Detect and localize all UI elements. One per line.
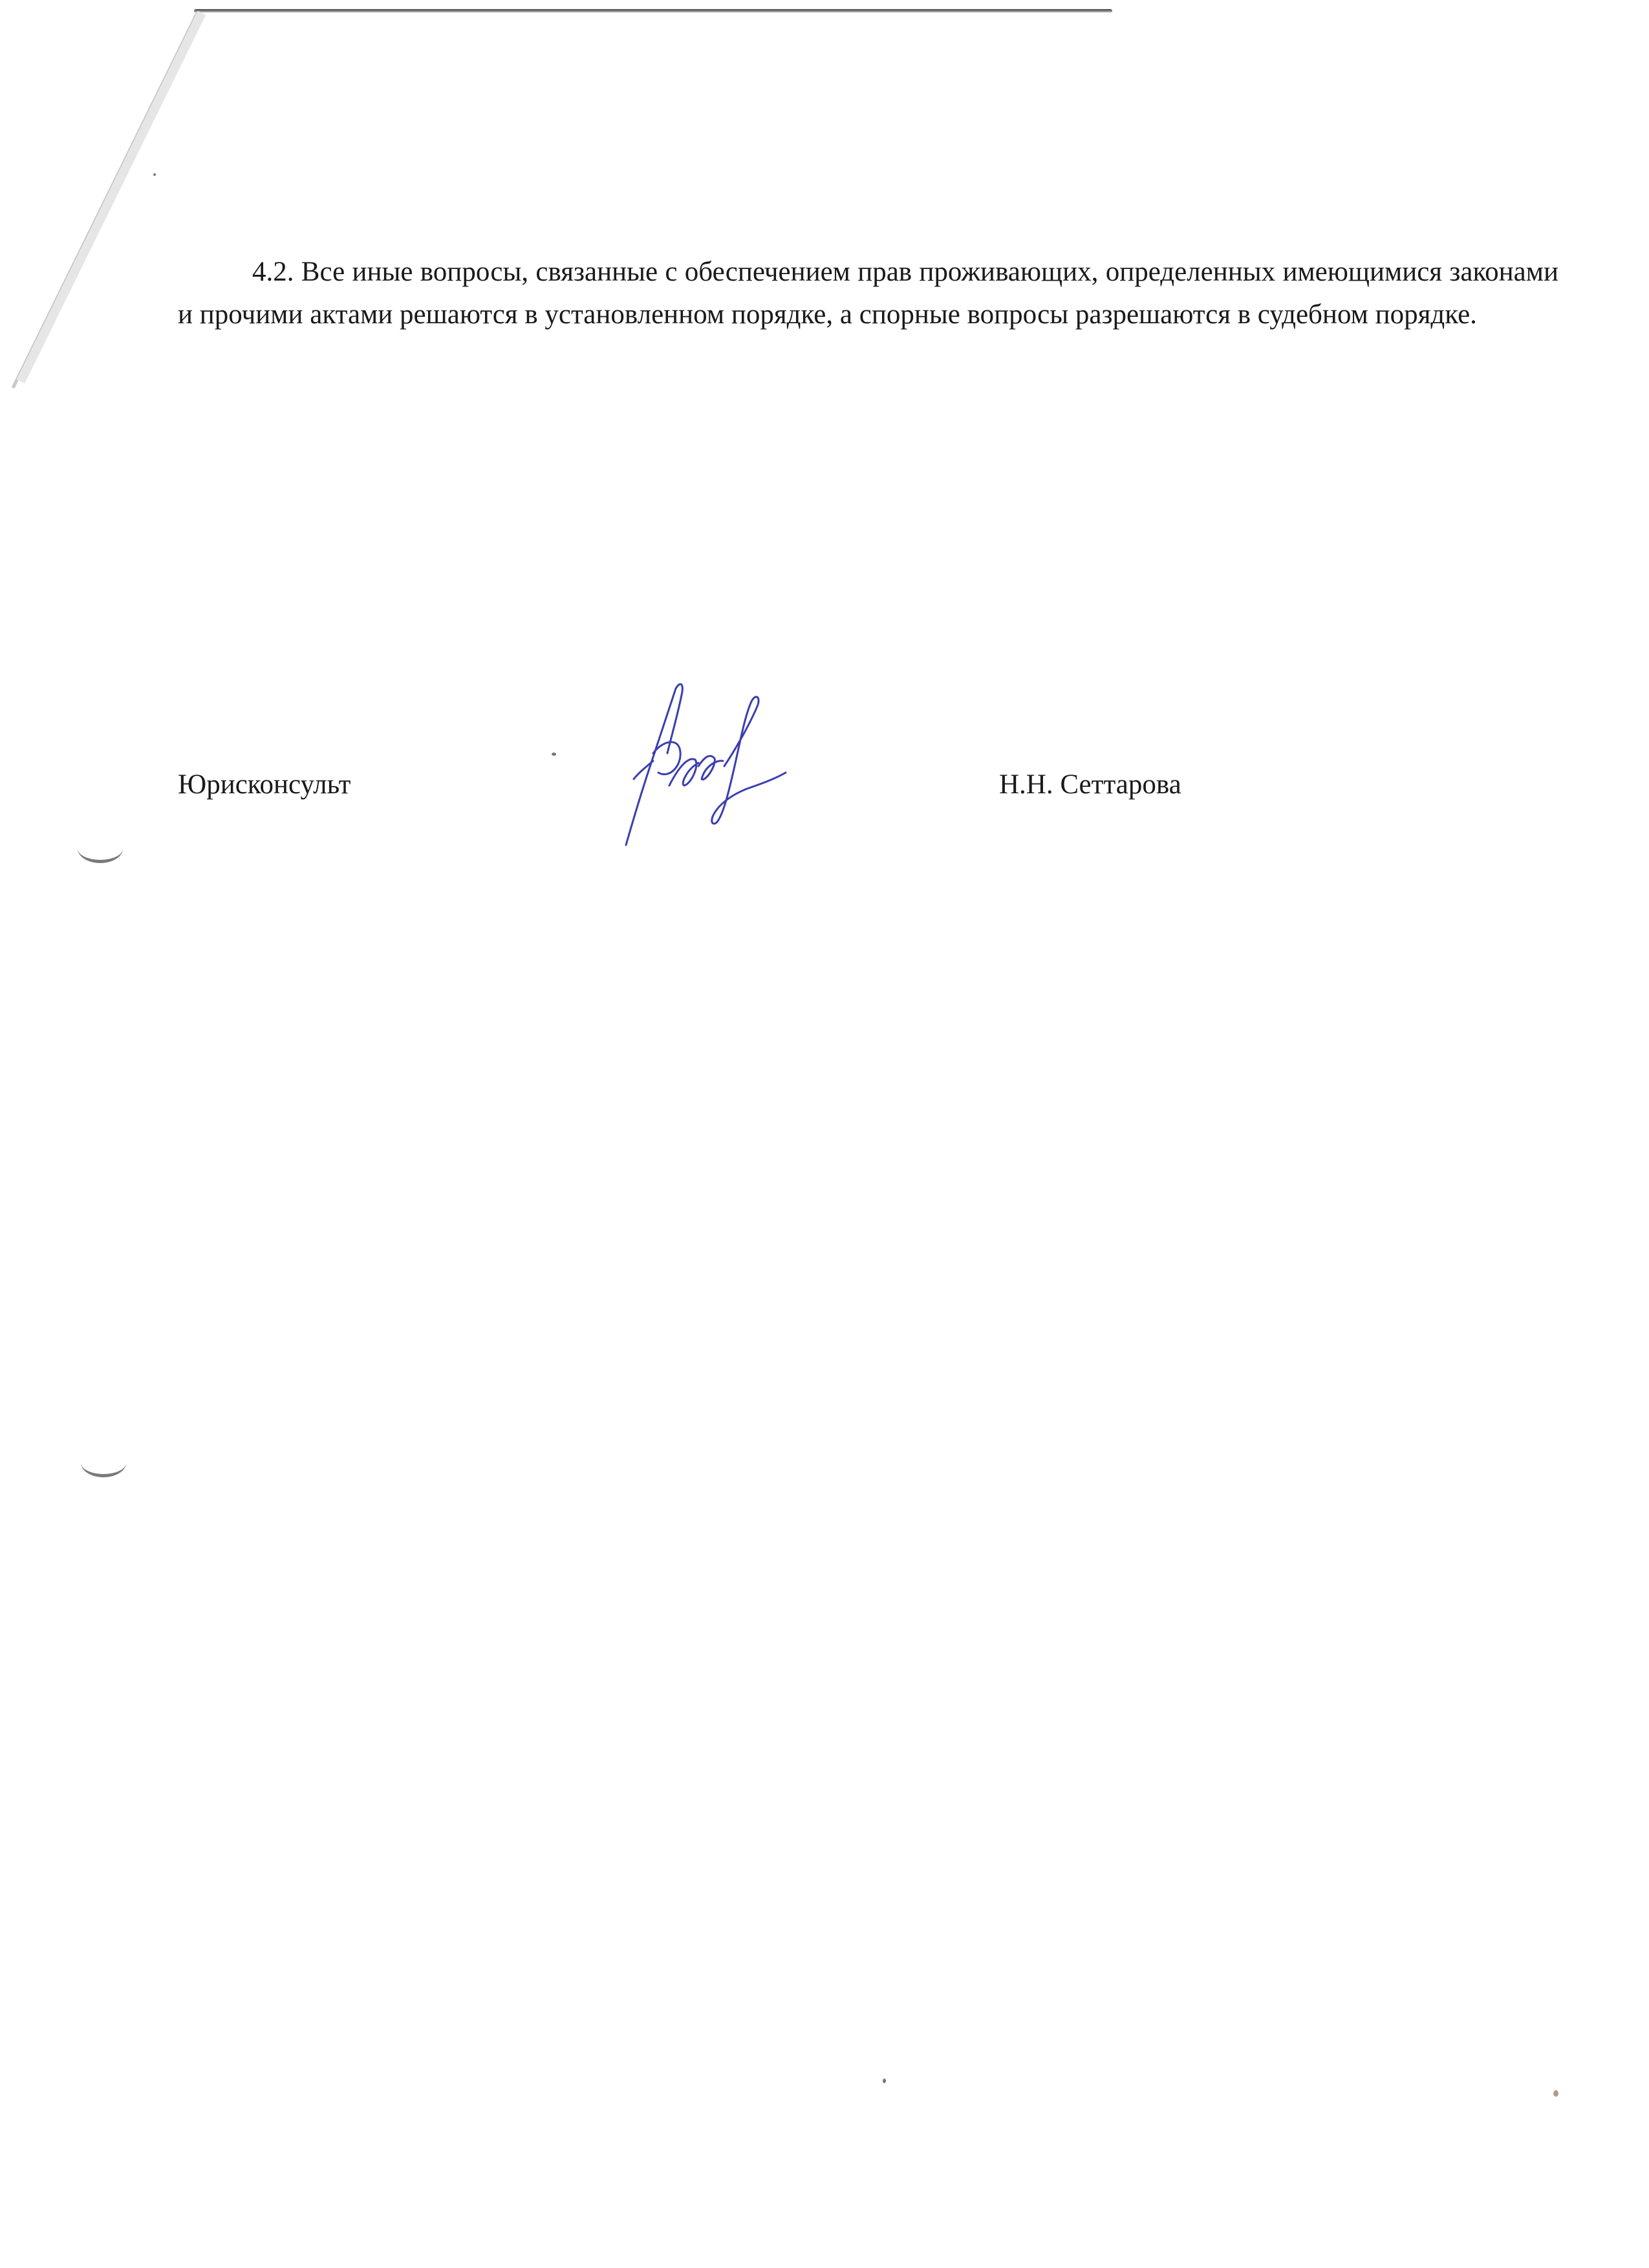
handwritten-signature	[608, 676, 795, 850]
page-fold-shadow	[0, 0, 213, 414]
scan-speck	[883, 2079, 886, 2083]
scan-speck	[552, 753, 556, 756]
punch-hole-bottom	[81, 1448, 126, 1477]
scan-speck	[1553, 2090, 1558, 2097]
signatory-name: Н.Н. Сеттарова	[999, 769, 1181, 800]
scan-edge-shadow	[194, 9, 1112, 13]
paragraph-4-2: 4.2. Все иные вопросы, связанные с обеспечением прав проживающих, определенных имеющимися законами и прочими актами решаются в установленном порядке, а спорные вопросы разрешаются в судебном порядке.	[178, 257, 1558, 330]
scan-speck	[153, 173, 156, 176]
punch-hole-top	[78, 834, 123, 863]
signatory-position-title: Юрисконсульт	[178, 769, 351, 800]
